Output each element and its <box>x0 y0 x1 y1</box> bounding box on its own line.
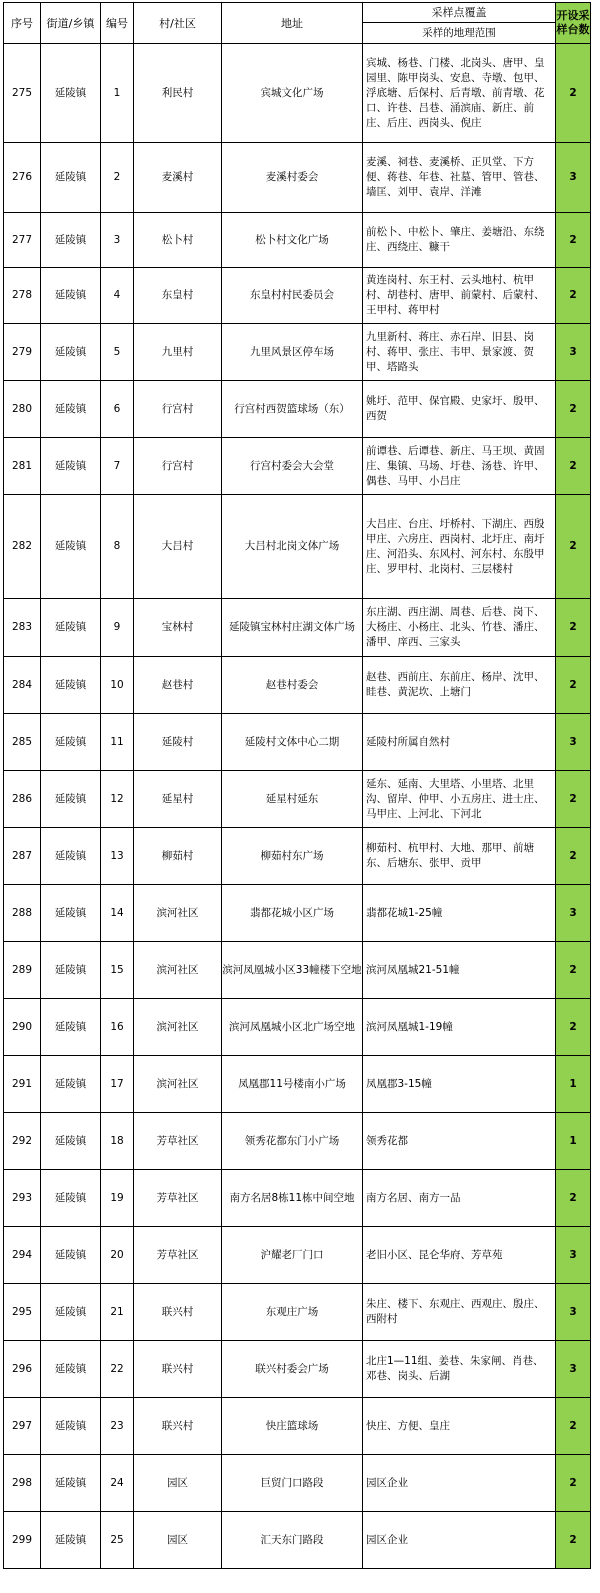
row-area: 园区企业 <box>363 1455 556 1512</box>
row-area: 黄连岗村、东王村、云头地村、杭甲村、胡巷村、唐甲、前蒙村、后蒙村、王甲村、蒋甲村 <box>363 268 556 324</box>
row-seq: 283 <box>4 599 41 657</box>
row-num: 11 <box>101 714 134 771</box>
row-num: 17 <box>101 1056 134 1113</box>
row-seq: 282 <box>4 495 41 599</box>
row-count: 3 <box>556 1227 591 1284</box>
table-row <box>4 828 591 885</box>
row-count: 2 <box>556 1512 591 1569</box>
row-street: 延陵镇 <box>41 143 101 213</box>
row-area: 老旧小区、昆仑华府、芳草苑 <box>363 1227 556 1284</box>
row-street: 延陵镇 <box>41 1170 101 1227</box>
row-num: 12 <box>101 771 134 828</box>
row-address: 延星村延东 <box>222 771 363 828</box>
row-area: 翡都花城1-25幢 <box>363 885 556 942</box>
row-num: 15 <box>101 942 134 999</box>
row-num: 9 <box>101 599 134 657</box>
row-count: 3 <box>556 1284 591 1341</box>
row-area: 姚圩、范甲、保官殿、史家圩、殷甲、西贺 <box>363 381 556 438</box>
table-row <box>4 268 591 324</box>
row-village: 滨河社区 <box>134 942 222 999</box>
row-count: 2 <box>556 1398 591 1455</box>
row-village: 大吕村 <box>134 495 222 599</box>
row-seq: 292 <box>4 1113 41 1170</box>
row-street: 延陵镇 <box>41 1512 101 1569</box>
header-seq: 序号 <box>4 3 41 44</box>
table-row <box>4 1056 591 1113</box>
row-num: 1 <box>101 44 134 143</box>
table-row <box>4 44 591 143</box>
row-address: 柳茹村东广场 <box>222 828 363 885</box>
row-address: 凤凰郡11号楼南小广场 <box>222 1056 363 1113</box>
table-row <box>4 942 591 999</box>
table-row <box>4 1227 591 1284</box>
row-count: 3 <box>556 1341 591 1398</box>
row-street: 延陵镇 <box>41 1227 101 1284</box>
row-street: 延陵镇 <box>41 999 101 1056</box>
row-seq: 296 <box>4 1341 41 1398</box>
row-village: 延陵村 <box>134 714 222 771</box>
row-seq: 279 <box>4 324 41 381</box>
row-village: 麦溪村 <box>134 143 222 213</box>
row-address: 大吕村北岗文体广场 <box>222 495 363 599</box>
row-street: 延陵镇 <box>41 1056 101 1113</box>
row-num: 22 <box>101 1341 134 1398</box>
row-address: 东皇村村民委员会 <box>222 268 363 324</box>
row-count: 2 <box>556 1455 591 1512</box>
row-street: 延陵镇 <box>41 495 101 599</box>
row-street: 延陵镇 <box>41 714 101 771</box>
table-row <box>4 143 591 213</box>
row-area: 麦溪、祠巷、麦溪桥、正贝堂、下方便、蒋巷、年巷、社墓、管甲、管巷、墙匡、刘甲、袁岸、洋滩 <box>363 143 556 213</box>
header-coverage: 采样点覆盖 <box>363 3 556 23</box>
header-num: 编号 <box>101 3 134 44</box>
row-count: 1 <box>556 1113 591 1170</box>
row-count: 2 <box>556 268 591 324</box>
row-address: 滨河凤凰城小区北广场空地 <box>222 999 363 1056</box>
row-village: 松卜村 <box>134 213 222 268</box>
header-count: 开设采样台数 <box>556 3 591 44</box>
table-row <box>4 771 591 828</box>
row-count: 2 <box>556 495 591 599</box>
row-num: 14 <box>101 885 134 942</box>
table-row <box>4 1170 591 1227</box>
row-seq: 281 <box>4 438 41 495</box>
row-village: 滨河社区 <box>134 999 222 1056</box>
header-street: 街道/乡镇 <box>41 3 101 44</box>
row-village: 宝林村 <box>134 599 222 657</box>
row-area: 北庄1—11组、姜巷、朱家闸、肖巷、邓巷、岗头、后湖 <box>363 1341 556 1398</box>
row-count: 2 <box>556 213 591 268</box>
row-seq: 294 <box>4 1227 41 1284</box>
row-village: 芳草社区 <box>134 1170 222 1227</box>
row-address: 滨河凤凰城小区33幢楼下空地 <box>222 942 363 999</box>
row-address: 延陵村文体中心二期 <box>222 714 363 771</box>
row-num: 19 <box>101 1170 134 1227</box>
row-address: 汇天东门路段 <box>222 1512 363 1569</box>
row-address: 行宫村西贺篮球场（东） <box>222 381 363 438</box>
row-area: 赵巷、西前庄、东前庄、杨岸、沈甲、眭巷、黄泥坎、上塘门 <box>363 657 556 714</box>
row-num: 13 <box>101 828 134 885</box>
row-village: 赵巷村 <box>134 657 222 714</box>
row-seq: 280 <box>4 381 41 438</box>
row-village: 滨河社区 <box>134 1056 222 1113</box>
row-area: 延陵村所属自然村 <box>363 714 556 771</box>
row-area: 快庄、方便、皇庄 <box>363 1398 556 1455</box>
row-seq: 295 <box>4 1284 41 1341</box>
row-count: 3 <box>556 324 591 381</box>
row-village: 行宫村 <box>134 381 222 438</box>
row-village: 芳草社区 <box>134 1227 222 1284</box>
row-num: 8 <box>101 495 134 599</box>
row-num: 10 <box>101 657 134 714</box>
row-num: 24 <box>101 1455 134 1512</box>
table-row <box>4 495 591 599</box>
row-num: 3 <box>101 213 134 268</box>
row-count: 2 <box>556 771 591 828</box>
table-body <box>4 44 591 1569</box>
table-row <box>4 438 591 495</box>
row-count: 2 <box>556 999 591 1056</box>
row-area: 凤凰郡3-15幢 <box>363 1056 556 1113</box>
row-street: 延陵镇 <box>41 1398 101 1455</box>
row-num: 21 <box>101 1284 134 1341</box>
row-seq: 275 <box>4 44 41 143</box>
row-area: 宾城、杨巷、门楼、北岗头、唐甲、皇园里、陈甲岗头、安息、寺墩、包甲、浮底塘、后保村、后青墩、前青墩、花口、许巷、吕巷、涌滨庙、新庄、前庄、后庄、西岗头、倪庄 <box>363 44 556 143</box>
row-seq: 293 <box>4 1170 41 1227</box>
row-count: 1 <box>556 1056 591 1113</box>
row-num: 5 <box>101 324 134 381</box>
row-street: 延陵镇 <box>41 268 101 324</box>
row-area: 园区企业 <box>363 1512 556 1569</box>
row-area: 前松卜、中松卜、肇庄、姜塘沿、东绕庄、西绕庄、糠干 <box>363 213 556 268</box>
row-village: 利民村 <box>134 44 222 143</box>
header-village: 村/社区 <box>134 3 222 44</box>
row-street: 延陵镇 <box>41 885 101 942</box>
row-area: 领秀花都 <box>363 1113 556 1170</box>
row-village: 联兴村 <box>134 1398 222 1455</box>
sampling-table <box>3 2 591 1569</box>
row-count: 2 <box>556 657 591 714</box>
row-area: 大吕庄、台庄、圩桥村、下湖庄、西殷甲庄、六房庄、西岗村、北圩庄、南圩庄、河沿头、东风村、河东村、东殷甲庄、罗甲村、北岗村、三层楼村 <box>363 495 556 599</box>
row-count: 3 <box>556 885 591 942</box>
table-row <box>4 657 591 714</box>
row-street: 延陵镇 <box>41 942 101 999</box>
table-row <box>4 1512 591 1569</box>
row-village: 滨河社区 <box>134 885 222 942</box>
row-num: 18 <box>101 1113 134 1170</box>
row-address: 翡都花城小区广场 <box>222 885 363 942</box>
row-seq: 289 <box>4 942 41 999</box>
row-street: 延陵镇 <box>41 1284 101 1341</box>
table-row <box>4 1455 591 1512</box>
row-seq: 290 <box>4 999 41 1056</box>
row-num: 4 <box>101 268 134 324</box>
row-address: 松卜村文化广场 <box>222 213 363 268</box>
row-num: 16 <box>101 999 134 1056</box>
row-seq: 288 <box>4 885 41 942</box>
row-address: 巨贸门口路段 <box>222 1455 363 1512</box>
row-village: 九里村 <box>134 324 222 381</box>
row-count: 2 <box>556 438 591 495</box>
row-street: 延陵镇 <box>41 44 101 143</box>
table-row <box>4 1398 591 1455</box>
row-street: 延陵镇 <box>41 599 101 657</box>
table-row <box>4 999 591 1056</box>
row-address: 赵巷村委会 <box>222 657 363 714</box>
row-village: 东皇村 <box>134 268 222 324</box>
row-village: 行宫村 <box>134 438 222 495</box>
row-street: 延陵镇 <box>41 1341 101 1398</box>
row-village: 柳茹村 <box>134 828 222 885</box>
row-address: 快庄篮球场 <box>222 1398 363 1455</box>
table-row <box>4 1284 591 1341</box>
row-village: 联兴村 <box>134 1341 222 1398</box>
row-seq: 286 <box>4 771 41 828</box>
row-area: 滨河凤凰城21-51幢 <box>363 942 556 999</box>
row-area: 延东、延南、大里塔、小里塔、北里沟、留岸、仲甲、小五房庄、进士庄、马甲庄、上河北、下河北 <box>363 771 556 828</box>
row-street: 延陵镇 <box>41 1113 101 1170</box>
row-count: 2 <box>556 599 591 657</box>
row-num: 7 <box>101 438 134 495</box>
row-num: 6 <box>101 381 134 438</box>
row-address: 东观庄广场 <box>222 1284 363 1341</box>
row-village: 园区 <box>134 1455 222 1512</box>
row-address: 沪耀老厂门口 <box>222 1227 363 1284</box>
row-village: 芳草社区 <box>134 1113 222 1170</box>
row-seq: 298 <box>4 1455 41 1512</box>
row-address: 延陵镇宝林村庄湖文体广场 <box>222 599 363 657</box>
row-street: 延陵镇 <box>41 324 101 381</box>
row-num: 20 <box>101 1227 134 1284</box>
row-street: 延陵镇 <box>41 438 101 495</box>
table-row <box>4 885 591 942</box>
row-village: 园区 <box>134 1512 222 1569</box>
row-village: 延星村 <box>134 771 222 828</box>
row-seq: 299 <box>4 1512 41 1569</box>
row-address: 麦溪村委会 <box>222 143 363 213</box>
row-num: 2 <box>101 143 134 213</box>
row-area: 前谭巷、后谭巷、新庄、马王坝、黄固庄、集镇、马场、圩巷、汤巷、许甲、偶巷、马甲、小吕庄 <box>363 438 556 495</box>
row-count: 3 <box>556 143 591 213</box>
row-area: 滨河凤凰城1-19幢 <box>363 999 556 1056</box>
row-count: 2 <box>556 828 591 885</box>
row-area: 朱庄、楼下、东观庄、西观庄、殷庄、西附村 <box>363 1284 556 1341</box>
table-row <box>4 213 591 268</box>
row-street: 延陵镇 <box>41 1455 101 1512</box>
row-address: 宾城文化广场 <box>222 44 363 143</box>
row-seq: 297 <box>4 1398 41 1455</box>
header-coverage-sub: 采样的地理范围 <box>363 23 556 44</box>
row-seq: 284 <box>4 657 41 714</box>
row-address: 联兴村委会广场 <box>222 1341 363 1398</box>
row-seq: 276 <box>4 143 41 213</box>
table-row <box>4 714 591 771</box>
row-street: 延陵镇 <box>41 657 101 714</box>
row-seq: 285 <box>4 714 41 771</box>
row-street: 延陵镇 <box>41 381 101 438</box>
row-count: 2 <box>556 44 591 143</box>
row-address: 行宫村委会大会堂 <box>222 438 363 495</box>
row-street: 延陵镇 <box>41 771 101 828</box>
row-seq: 277 <box>4 213 41 268</box>
table-row <box>4 599 591 657</box>
row-seq: 278 <box>4 268 41 324</box>
row-num: 25 <box>101 1512 134 1569</box>
table-row <box>4 381 591 438</box>
row-street: 延陵镇 <box>41 828 101 885</box>
row-area: 南方名居、南方一品 <box>363 1170 556 1227</box>
header-address: 地址 <box>222 3 363 44</box>
row-count: 2 <box>556 1170 591 1227</box>
row-count: 3 <box>556 714 591 771</box>
row-seq: 291 <box>4 1056 41 1113</box>
row-count: 2 <box>556 381 591 438</box>
row-num: 23 <box>101 1398 134 1455</box>
row-address: 南方名居8栋11栋中间空地 <box>222 1170 363 1227</box>
row-village: 联兴村 <box>134 1284 222 1341</box>
row-area: 东庄湖、西庄湖、周巷、后巷、岗下、大杨庄、小杨庄、北头、竹巷、潘庄、潘甲、庠西、三家头 <box>363 599 556 657</box>
row-address: 领秀花都东门小广场 <box>222 1113 363 1170</box>
row-area: 柳茹村、杭甲村、大地、那甲、前塘东、后塘东、张甲、贡甲 <box>363 828 556 885</box>
row-street: 延陵镇 <box>41 213 101 268</box>
row-address: 九里风景区停车场 <box>222 324 363 381</box>
table-row <box>4 1113 591 1170</box>
row-area: 九里新村、蒋庄、赤石岸、旧县、岗村、蒋甲、张庄、韦甲、景家渡、贺甲、塔路头 <box>363 324 556 381</box>
table-row <box>4 324 591 381</box>
table-row <box>4 1341 591 1398</box>
row-count: 2 <box>556 942 591 999</box>
row-seq: 287 <box>4 828 41 885</box>
